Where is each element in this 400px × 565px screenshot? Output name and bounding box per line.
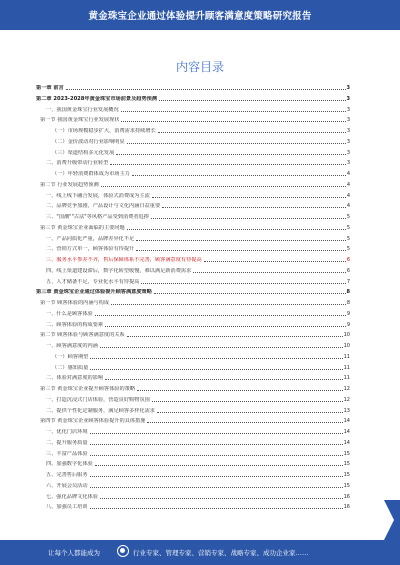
toc-leader-dots: [90, 358, 342, 359]
toc-entry[interactable]: [46, 372, 350, 381]
toc-entry-page: 9: [346, 321, 350, 328]
toc-leader-dots: [204, 261, 346, 262]
toc-entry-title: 一、产品同质化严重，品牌差异化不足: [46, 235, 135, 242]
toc-entry[interactable]: [52, 125, 350, 134]
toc-leader-dots: [90, 433, 343, 434]
toc-leader-dots: [152, 401, 343, 402]
toc-leader-dots: [141, 283, 345, 284]
toc-entry[interactable]: [46, 480, 350, 489]
toc-entry-page: 14: [343, 418, 350, 425]
toc-entry-title: 二、体验对满意度的影响: [46, 375, 104, 382]
toc-entry-title: 三、"国潮""古法"等风格产品受到消费者追捧: [46, 214, 149, 220]
toc-entry[interactable]: [46, 426, 350, 435]
toc-entry-page: 6: [346, 267, 350, 274]
toc-leader-dots: [157, 412, 343, 413]
toc-entry-page: 11: [343, 375, 350, 382]
toc-entry[interactable]: [40, 114, 350, 123]
toc-entry[interactable]: [46, 491, 350, 500]
toc-entry[interactable]: [46, 276, 350, 285]
toc-leader-dots: [105, 326, 346, 327]
toc-leader-dots: [95, 465, 343, 466]
toc-entry-title: 一、打造沉浸式门店体验，营造良好购物氛围: [46, 396, 150, 403]
footer-slogan: 让每个人都能成为: [48, 549, 100, 557]
toc-entry-page: 13: [343, 407, 350, 414]
toc-entry[interactable]: [52, 168, 350, 177]
toc-entry-title: 第二节 行业发展趋势预测: [40, 181, 99, 188]
toc-entry-title: 五、人才储备不足，专业化水平有待提高: [46, 278, 140, 285]
toc-entry-page: 4: [346, 203, 350, 210]
toc-entry[interactable]: [40, 222, 350, 231]
toc-leader-dots: [90, 369, 342, 370]
toc-entry-page: 4: [346, 181, 350, 188]
toc-entry-page: 6: [346, 257, 350, 263]
toc-entry[interactable]: [46, 190, 350, 199]
toc-entry-title: 二、营销方式单一，顾客体验有待提升: [46, 246, 135, 253]
toc-leader-dots: [136, 240, 346, 241]
toc-leader-dots: [193, 272, 346, 273]
toc-entry[interactable]: [46, 340, 350, 349]
toc-entry-page: 14: [343, 429, 350, 435]
toc-entry[interactable]: [40, 415, 350, 424]
toc-entry-page: 15: [343, 461, 350, 468]
toc-entry-title: 一、线上线下融合发展，体验式消费成为主流: [46, 192, 150, 199]
toc-entry-title: 二、提供个性化定制服务，满足顾客多样化需求: [46, 407, 155, 414]
toc-entry-title: （二）感知质量: [52, 364, 89, 371]
toc-leader-dots: [147, 422, 342, 423]
report-title: 黄金珠宝企业通过体验提升顾客满意度策略研究报告: [88, 11, 312, 22]
toc-leader-dots: [162, 207, 346, 208]
footer-bar: [0, 540, 400, 565]
footer-side-tab: [384, 500, 400, 540]
toc-entry-page: 12: [343, 396, 350, 403]
toc-entry-page: 3: [346, 95, 350, 102]
toc-leader-dots: [100, 347, 343, 348]
toc-entry-title: 三、丰富产品体验: [46, 450, 88, 457]
toc-entry-page: 10: [343, 332, 350, 339]
toc-entry-title: 第三章 黄金珠宝企业通过体验提升顾客满意度策略: [36, 289, 152, 296]
toc-entry-title: （一）市场规模稳步扩大，消费需求持续增长: [52, 128, 156, 134]
toc-entry-title: 三、服务水平参差不齐，售后保障体系不完善，顾客满意度有待提高: [46, 257, 202, 263]
toc-leader-dots: [100, 498, 343, 499]
toc-leader-dots: [116, 154, 346, 155]
toc-entry-title: 第三节 黄金珠宝企业面临的主要问题: [40, 224, 125, 231]
toc-leader-dots: [137, 390, 343, 391]
toc-entry-page: 8: [346, 289, 350, 296]
toc-entry-title: 七、强化品牌文化体验: [46, 493, 98, 500]
toc-entry[interactable]: [46, 308, 350, 317]
toc-leader-dots: [127, 229, 346, 230]
target-icon: [117, 545, 129, 557]
toc-entry-title: 六、开展会员活动: [46, 482, 88, 489]
toc-entry-page: 4: [346, 192, 350, 199]
toc-entry-title: 一、我国黄金珠宝行业发展概况: [46, 106, 119, 113]
toc-leader-dots: [158, 132, 346, 133]
toc-entry-page: 3: [346, 117, 350, 124]
toc-entry-page: 3: [346, 138, 350, 145]
toc-entry-page: 3: [346, 106, 350, 113]
toc-entry-page: 12: [343, 386, 350, 392]
toc-entry[interactable]: [46, 437, 350, 446]
toc-leader-dots: [132, 175, 346, 176]
toc-entry[interactable]: [36, 93, 350, 102]
toc-entry-title: 八、加强员工培训: [46, 504, 88, 511]
toc-leader-dots: [127, 143, 346, 144]
toc-entry-title: 四、加强数字化体验: [46, 461, 93, 468]
toc-entry-title: （三）渠道结构多元化发展: [52, 149, 115, 156]
toc-leader-dots: [101, 186, 346, 187]
toc-entry-page: 11: [343, 353, 350, 360]
toc-entry-page: 15: [343, 472, 350, 478]
toc-entry-title: 二、品牌竞争加剧，产品设计与文化内涵日益重要: [46, 203, 161, 210]
toc-leader-dots: [95, 315, 346, 316]
toc-entry-page: 14: [343, 439, 350, 446]
toc-entry-title: 二、提升服务质量: [46, 439, 88, 446]
toc-entry[interactable]: [40, 329, 350, 338]
toc-entry-title: 第一节 顾客体验的内涵与构成: [40, 300, 110, 306]
toc-entry-title: 第二章 2023-2028年黄金珠宝市场前景及趋势预测: [36, 95, 158, 102]
toc-entry-page: 5: [346, 214, 350, 220]
toc-entry[interactable]: [46, 233, 350, 242]
toc-entry-title: （二）金价波动对行业影响明显: [52, 138, 125, 145]
toc-entry[interactable]: [46, 319, 350, 328]
toc-entry[interactable]: [46, 104, 350, 113]
toc-entry-title: 第二节 顾客体验与顾客满意度的关系: [40, 332, 125, 339]
toc-entry-page: 16: [343, 493, 350, 500]
toc-entry-title: （一）年轻消费群体成为市场主力: [52, 171, 130, 177]
toc-entry-page: 16: [343, 504, 350, 511]
toc-entry-page: 9: [346, 310, 350, 317]
toc-entry[interactable]: [46, 469, 350, 478]
toc-entry-page: 5: [346, 246, 350, 253]
toc-entry[interactable]: [46, 243, 350, 252]
toc-leader-dots: [90, 455, 343, 456]
toc-leader-dots: [105, 379, 343, 380]
toc-entry-page: 7: [346, 278, 350, 285]
toc-entry-page: 10: [343, 343, 350, 349]
toc-entry-page: 5: [346, 235, 350, 242]
toc-entry-title: 二、顾客体验的构成要素: [46, 321, 104, 328]
toc-entry[interactable]: [36, 286, 350, 295]
toc-leader-dots: [159, 100, 345, 101]
toc-leader-dots: [111, 304, 346, 305]
toc-leader-dots: [90, 487, 343, 488]
toc-entry-page: 5: [346, 224, 350, 231]
toc-entry[interactable]: [46, 211, 350, 220]
toc-entry[interactable]: [46, 448, 350, 457]
toc-entry-title: 一、什么是顾客体验: [46, 310, 93, 317]
toc-leader-dots: [90, 476, 343, 477]
toc-leader-dots: [66, 89, 346, 90]
toc-entry[interactable]: [40, 179, 350, 188]
toc-leader-dots: [127, 336, 343, 337]
toc-entry[interactable]: [36, 82, 350, 91]
toc-entry-title: 第一章 前言: [36, 85, 64, 91]
toc-entry-title: 四、线上渠道建设滞后，数字化转型缓慢，难以满足新消费需求: [46, 267, 192, 274]
toc-entry-title: 二、消费升级带动行业转型: [46, 160, 109, 167]
toc-entry-title: 五、完善售后服务: [46, 472, 88, 478]
toc-entry-page: 3: [346, 85, 350, 91]
toc-heading: 内容目录: [175, 60, 224, 74]
toc-leader-dots: [121, 121, 345, 122]
toc-leader-dots: [121, 111, 346, 112]
toc-entry[interactable]: [46, 157, 350, 166]
toc-entry[interactable]: [46, 405, 350, 414]
toc-entry[interactable]: [52, 362, 350, 371]
toc-entry-page: 15: [343, 450, 350, 457]
toc-entry[interactable]: [46, 501, 350, 510]
toc-entry[interactable]: [46, 200, 350, 209]
toc-entry-title: 第四节 黄金珠宝企业顾客体验提升的具体措施: [40, 418, 146, 425]
toc-entry-title: 第一节 我国黄金珠宝行业发展现状: [40, 117, 120, 124]
toc-leader-dots: [154, 293, 346, 294]
toc-leader-dots: [90, 444, 343, 445]
toc-entry[interactable]: [40, 383, 350, 392]
toc-entry[interactable]: [46, 458, 350, 467]
toc-entry[interactable]: [46, 394, 350, 403]
toc-entry-page: 8: [346, 300, 350, 306]
toc-entry-page: 15: [343, 482, 350, 489]
toc-entry[interactable]: [52, 147, 350, 156]
toc-entry-page: 3: [346, 160, 350, 167]
toc-leader-dots: [110, 164, 346, 165]
toc-entry[interactable]: [52, 136, 350, 145]
toc-entry-page: 11: [343, 364, 350, 371]
toc-leader-dots: [151, 218, 346, 219]
toc-entry-page: 3: [346, 149, 350, 156]
toc-entry[interactable]: [46, 254, 350, 263]
toc-entry[interactable]: [52, 351, 350, 360]
toc-entry[interactable]: [40, 297, 350, 306]
toc-entry-title: 一、优化门店环境: [46, 429, 88, 435]
toc-leader-dots: [90, 508, 343, 509]
toc-leader-dots: [152, 197, 346, 198]
toc-entry-title: 一、顾客满意度的内涵: [46, 343, 98, 349]
toc-entry[interactable]: [46, 265, 350, 274]
toc-entry-title: 第三节 黄金珠宝企业提升顾客体验的策略: [40, 386, 136, 392]
toc-leader-dots: [136, 250, 346, 251]
toc-entry-page: 3: [346, 128, 350, 134]
footer-slogan-tail: 行业专家、管理专家、营销专家、战略专家、成功企业家……: [133, 549, 309, 557]
toc-entry-page: 4: [346, 171, 350, 177]
toc-entry-title: （一）顾客期望: [52, 353, 89, 360]
